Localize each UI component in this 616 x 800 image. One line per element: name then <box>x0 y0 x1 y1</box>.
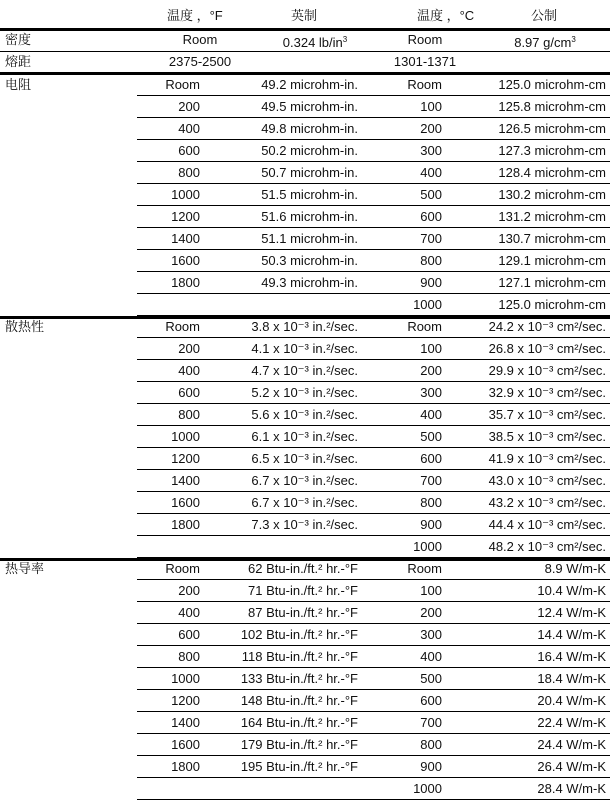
thermal-diffusivity-temp-c: 600 <box>420 451 442 466</box>
thermal-conductivity-temp-c: Room <box>407 561 442 576</box>
thermal-conductivity-temp-f: 1600 <box>171 737 200 752</box>
electrical-resistivity-temp-f: 400 <box>178 121 200 136</box>
header-imperial: 英制 <box>291 8 318 23</box>
thermal-diffusivity-metric-value: 48.2 x 10⁻³ cm²/sec. <box>488 539 606 554</box>
thermal-conductivity-metric-value: 22.4 W/m-K <box>537 715 606 730</box>
thermal-conductivity-row <box>0 624 616 646</box>
electrical-resistivity-row <box>0 206 616 228</box>
thermal-diffusivity-row <box>0 514 616 536</box>
thermal-diffusivity-metric-value: 43.0 x 10⁻³ cm²/sec. <box>488 473 606 488</box>
thermal-diffusivity-temp-c: 1000 <box>413 539 442 554</box>
thermal-conductivity-row <box>0 668 616 690</box>
electrical-resistivity-metric-value: 125.0 microhm-cm <box>498 297 606 312</box>
thermal-conductivity-temp-c: 800 <box>420 737 442 752</box>
electrical-resistivity-temp-c: 100 <box>420 99 442 114</box>
thermal-diffusivity-imperial-value: 6.1 x 10⁻³ in.²/sec. <box>251 429 358 444</box>
electrical-resistivity-metric-value: 126.5 microhm-cm <box>498 121 606 136</box>
thermal-diffusivity-row <box>0 338 616 360</box>
thermal-diffusivity-imperial-value: 6.7 x 10⁻³ in.²/sec. <box>251 473 358 488</box>
thermal-diffusivity-row <box>0 492 616 514</box>
electrical-resistivity-metric-value: 127.1 microhm-cm <box>498 275 606 290</box>
thermal-conductivity-row <box>0 690 616 712</box>
electrical-resistivity-temp-f: 1800 <box>171 275 200 290</box>
thermal-conductivity-imperial-value: 71 Btu-in./ft.² hr.-°F <box>248 583 358 598</box>
thermal-diffusivity-imperial-value: 5.6 x 10⁻³ in.²/sec. <box>251 407 358 422</box>
thermal-conductivity-row <box>0 580 616 602</box>
thermal-diffusivity-metric-value: 43.2 x 10⁻³ cm²/sec. <box>488 495 606 510</box>
electrical-resistivity-row <box>0 184 616 206</box>
electrical-resistivity-imperial-value: 50.3 microhm-in. <box>261 253 358 268</box>
electrical-resistivity-imperial-value: 49.5 microhm-in. <box>261 99 358 114</box>
thermal-conductivity-imperial-value: 62 Btu-in./ft.² hr.-°F <box>248 561 358 576</box>
electrical-resistivity-row <box>0 294 616 316</box>
thermal-conductivity-temp-f: 1800 <box>171 759 200 774</box>
thermal-diffusivity-temp-f: 200 <box>178 341 200 356</box>
electrical-resistivity-row <box>0 250 616 272</box>
electrical-resistivity-temp-c: 900 <box>420 275 442 290</box>
thermal-conductivity-temp-f: 400 <box>178 605 200 620</box>
electrical-resistivity-row <box>0 140 616 162</box>
density-temp-c: Room <box>407 32 443 47</box>
thermal-conductivity-metric-value: 24.4 W/m-K <box>537 737 606 752</box>
electrical-resistivity-temp-f: 1400 <box>171 231 200 246</box>
thermal-conductivity-temp-f: 200 <box>178 583 200 598</box>
electrical-resistivity-temp-c: 400 <box>420 165 442 180</box>
thermal-diffusivity-metric-value: 41.9 x 10⁻³ cm²/sec. <box>488 451 606 466</box>
thermal-conductivity-temp-f: Room <box>165 561 200 576</box>
thermal-conductivity-imperial-value: 195 Btu-in./ft.² hr.-°F <box>240 759 358 774</box>
header-temp-f: 温度 ，°F <box>167 8 223 23</box>
thermal-conductivity-row <box>0 756 616 778</box>
thermal-conductivity-temp-f: 1400 <box>171 715 200 730</box>
electrical-resistivity-temp-f: 200 <box>178 99 200 114</box>
electrical-resistivity-metric-value: 127.3 microhm-cm <box>498 143 606 158</box>
thermal-diffusivity-row <box>0 360 616 382</box>
thermal-diffusivity-metric-value: 44.4 x 10⁻³ cm²/sec. <box>488 517 606 532</box>
thermal-diffusivity-imperial-value: 4.1 x 10⁻³ in.²/sec. <box>251 341 358 356</box>
thermal-diffusivity-row <box>0 448 616 470</box>
thermal-conductivity-temp-c: 100 <box>420 583 442 598</box>
thermal-conductivity-metric-value: 10.4 W/m-K <box>537 583 606 598</box>
thermal-conductivity-row <box>0 558 616 580</box>
electrical-resistivity-imperial-value: 51.5 microhm-in. <box>261 187 358 202</box>
electrical-resistivity-row <box>0 96 616 118</box>
electrical-resistivity-metric-value: 128.4 microhm-cm <box>498 165 606 180</box>
thermal-conductivity-imperial-value: 102 Btu-in./ft.² hr.-°F <box>240 627 358 642</box>
thermal-conductivity-imperial-value: 179 Btu-in./ft.² hr.-°F <box>240 737 358 752</box>
thermal-conductivity-imperial-value: 118 Btu-in./ft.² hr.-°F <box>241 649 358 664</box>
thermal-conductivity-row <box>0 778 616 800</box>
thermal-conductivity-temp-c: 600 <box>420 693 442 708</box>
electrical-resistivity-temp-c: 1000 <box>413 297 442 312</box>
electrical-resistivity-imperial-value: 49.2 microhm-in. <box>261 77 358 92</box>
thermal-diffusivity-imperial-value: 5.2 x 10⁻³ in.²/sec. <box>251 385 358 400</box>
thermal-conductivity-metric-value: 12.4 W/m-K <box>537 605 606 620</box>
thermal-diffusivity-imperial-value: 3.8 x 10⁻³ in.²/sec. <box>251 319 358 334</box>
thermal-diffusivity-row <box>0 382 616 404</box>
thermal-conductivity-imperial-value: 133 Btu-in./ft.² hr.-°F <box>240 671 358 686</box>
thermal-diffusivity-temp-c: 900 <box>420 517 442 532</box>
thermal-diffusivity-temp-f: 1000 <box>171 429 200 444</box>
electrical-resistivity-temp-c: 300 <box>420 143 442 158</box>
electrical-resistivity-temp-f: 800 <box>178 165 200 180</box>
thermal-conductivity-label: 热导率 <box>5 561 45 576</box>
thermal-diffusivity-temp-c: 800 <box>420 495 442 510</box>
thermal-conductivity-temp-c: 900 <box>420 759 442 774</box>
thermal-conductivity-temp-c: 200 <box>420 605 442 620</box>
thermal-conductivity-row <box>0 602 616 624</box>
thermal-diffusivity-temp-c: 700 <box>420 473 442 488</box>
electrical-resistivity-row <box>0 162 616 184</box>
electrical-resistivity-metric-value: 131.2 microhm-cm <box>498 209 606 224</box>
thermal-conductivity-temp-c: 300 <box>420 627 442 642</box>
thermal-diffusivity-metric-value: 29.9 x 10⁻³ cm²/sec. <box>488 363 606 378</box>
density-label: 密度 <box>5 32 32 47</box>
header-temp-c: 温度 ，°C <box>417 8 475 23</box>
electrical-resistivity-row <box>0 228 616 250</box>
electrical-resistivity-imperial-value: 51.6 microhm-in. <box>261 209 358 224</box>
electrical-resistivity-temp-c: Room <box>407 77 442 92</box>
thermal-diffusivity-imperial-value: 6.5 x 10⁻³ in.²/sec. <box>251 451 358 466</box>
thermal-diffusivity-temp-c: 200 <box>420 363 442 378</box>
thermal-diffusivity-temp-f: 600 <box>178 385 200 400</box>
thermal-conductivity-metric-value: 14.4 W/m-K <box>537 627 606 642</box>
thermal-conductivity-temp-c: 1000 <box>413 781 442 796</box>
thermal-conductivity-row <box>0 646 616 668</box>
electrical-resistivity-metric-value: 125.8 microhm-cm <box>498 99 606 114</box>
thermal-diffusivity-temp-c: 100 <box>420 341 442 356</box>
thermal-diffusivity-temp-c: 400 <box>420 407 442 422</box>
thermal-conductivity-temp-c: 400 <box>420 649 442 664</box>
thermal-conductivity-metric-value: 28.4 W/m-K <box>537 781 606 796</box>
melting-range-label: 熔距 <box>5 54 32 69</box>
thermal-diffusivity-temp-c: 500 <box>420 429 442 444</box>
thermal-diffusivity-metric-value: 38.5 x 10⁻³ cm²/sec. <box>488 429 606 444</box>
thermal-conductivity-row <box>0 712 616 734</box>
thermal-conductivity-temp-c: 500 <box>420 671 442 686</box>
thermal-diffusivity-temp-f: 800 <box>178 407 200 422</box>
electrical-resistivity-temp-f: 1600 <box>171 253 200 268</box>
electrical-resistivity-temp-c: 500 <box>420 187 442 202</box>
electrical-resistivity-temp-f: 1000 <box>171 187 200 202</box>
electrical-resistivity-metric-value: 130.2 microhm-cm <box>498 187 606 202</box>
thermal-conductivity-metric-value: 16.4 W/m-K <box>537 649 606 664</box>
thermal-conductivity-imperial-value: 164 Btu-in./ft.² hr.-°F <box>240 715 358 730</box>
thermal-diffusivity-metric-value: 24.2 x 10⁻³ cm²/sec. <box>488 319 606 334</box>
electrical-resistivity-temp-f: 1200 <box>171 209 200 224</box>
thermal-conductivity-row <box>0 734 616 756</box>
thermal-diffusivity-imperial-value: 6.7 x 10⁻³ in.²/sec. <box>251 495 358 510</box>
header-metric: 公制 <box>531 8 558 23</box>
thermal-conductivity-metric-value: 26.4 W/m-K <box>537 759 606 774</box>
thermal-diffusivity-temp-f: Room <box>165 319 200 334</box>
thermal-conductivity-temp-c: 700 <box>420 715 442 730</box>
thermal-conductivity-imperial-value: 87 Btu-in./ft.² hr.-°F <box>248 605 358 620</box>
electrical-resistivity-imperial-value: 49.3 microhm-in. <box>261 275 358 290</box>
thermal-conductivity-temp-f: 1200 <box>171 693 200 708</box>
melting-range-metric: 1301-1371 <box>393 54 457 69</box>
electrical-resistivity-row <box>0 118 616 140</box>
electrical-resistivity-metric-value: 125.0 microhm-cm <box>498 77 606 92</box>
electrical-resistivity-imperial-value: 50.2 microhm-in. <box>261 143 358 158</box>
thermal-diffusivity-metric-value: 26.8 x 10⁻³ cm²/sec. <box>488 341 606 356</box>
thermal-diffusivity-row <box>0 470 616 492</box>
thermal-diffusivity-metric-value: 32.9 x 10⁻³ cm²/sec. <box>488 385 606 400</box>
electrical-resistivity-row <box>0 74 616 96</box>
thermal-conductivity-metric-value: 20.4 W/m-K <box>537 693 606 708</box>
density-imperial: 0.324 $lb/in^3$ <box>282 35 348 50</box>
electrical-resistivity-temp-f: 600 <box>178 143 200 158</box>
thermal-diffusivity-row <box>0 426 616 448</box>
electrical-resistivity-temp-f: Room <box>165 77 200 92</box>
electrical-resistivity-temp-c: 800 <box>420 253 442 268</box>
electrical-resistivity-temp-c: 600 <box>420 209 442 224</box>
thermal-conductivity-imperial-value: 148 Btu-in./ft.² hr.-°F <box>240 693 358 708</box>
thermal-conductivity-temp-f: 600 <box>178 627 200 642</box>
electrical-resistivity-imperial-value: 50.7 microhm-in. <box>261 165 358 180</box>
thermal-diffusivity-row <box>0 404 616 426</box>
thermal-diffusivity-temp-f: 1600 <box>171 495 200 510</box>
thermal-diffusivity-row <box>0 316 616 338</box>
thermal-diffusivity-imperial-value: 4.7 x 10⁻³ in.²/sec. <box>251 363 358 378</box>
thermal-diffusivity-label: 散热性 <box>5 319 45 334</box>
electrical-resistivity-metric-value: 130.7 microhm-cm <box>498 231 606 246</box>
thermal-conductivity-temp-f: 1000 <box>171 671 200 686</box>
density-metric: 8.97 $g/cm^3$ <box>514 35 576 50</box>
electrical-resistivity-temp-c: 700 <box>420 231 442 246</box>
thermal-conductivity-metric-value: 8.9 W/m-K <box>544 561 606 576</box>
melting-range-imperial: 2375-2500 <box>168 54 232 69</box>
thermal-diffusivity-temp-f: 1800 <box>171 517 200 532</box>
electrical-resistivity-imperial-value: 49.8 microhm-in. <box>261 121 358 136</box>
electrical-resistivity-label: 电阻 <box>5 77 32 92</box>
thermal-diffusivity-temp-c: 300 <box>420 385 442 400</box>
thermal-diffusivity-temp-f: 400 <box>178 363 200 378</box>
density-row <box>0 29 616 51</box>
electrical-resistivity-metric-value: 129.1 microhm-cm <box>498 253 606 268</box>
thermal-diffusivity-temp-f: 1200 <box>171 451 200 466</box>
melting-range-row <box>0 51 616 73</box>
thermal-diffusivity-temp-c: Room <box>407 319 442 334</box>
thermal-diffusivity-temp-f: 1400 <box>171 473 200 488</box>
electrical-resistivity-temp-c: 200 <box>420 121 442 136</box>
thermal-diffusivity-row <box>0 536 616 558</box>
electrical-resistivity-imperial-value: 51.1 microhm-in. <box>261 231 358 246</box>
thermal-conductivity-metric-value: 18.4 W/m-K <box>537 671 606 686</box>
thermal-diffusivity-metric-value: 35.7 x 10⁻³ cm²/sec. <box>488 407 606 422</box>
electrical-resistivity-row <box>0 272 616 294</box>
thermal-diffusivity-imperial-value: 7.3 x 10⁻³ in.²/sec. <box>251 517 358 532</box>
thermal-conductivity-temp-f: 800 <box>178 649 200 664</box>
density-temp-f: Room <box>182 32 218 47</box>
